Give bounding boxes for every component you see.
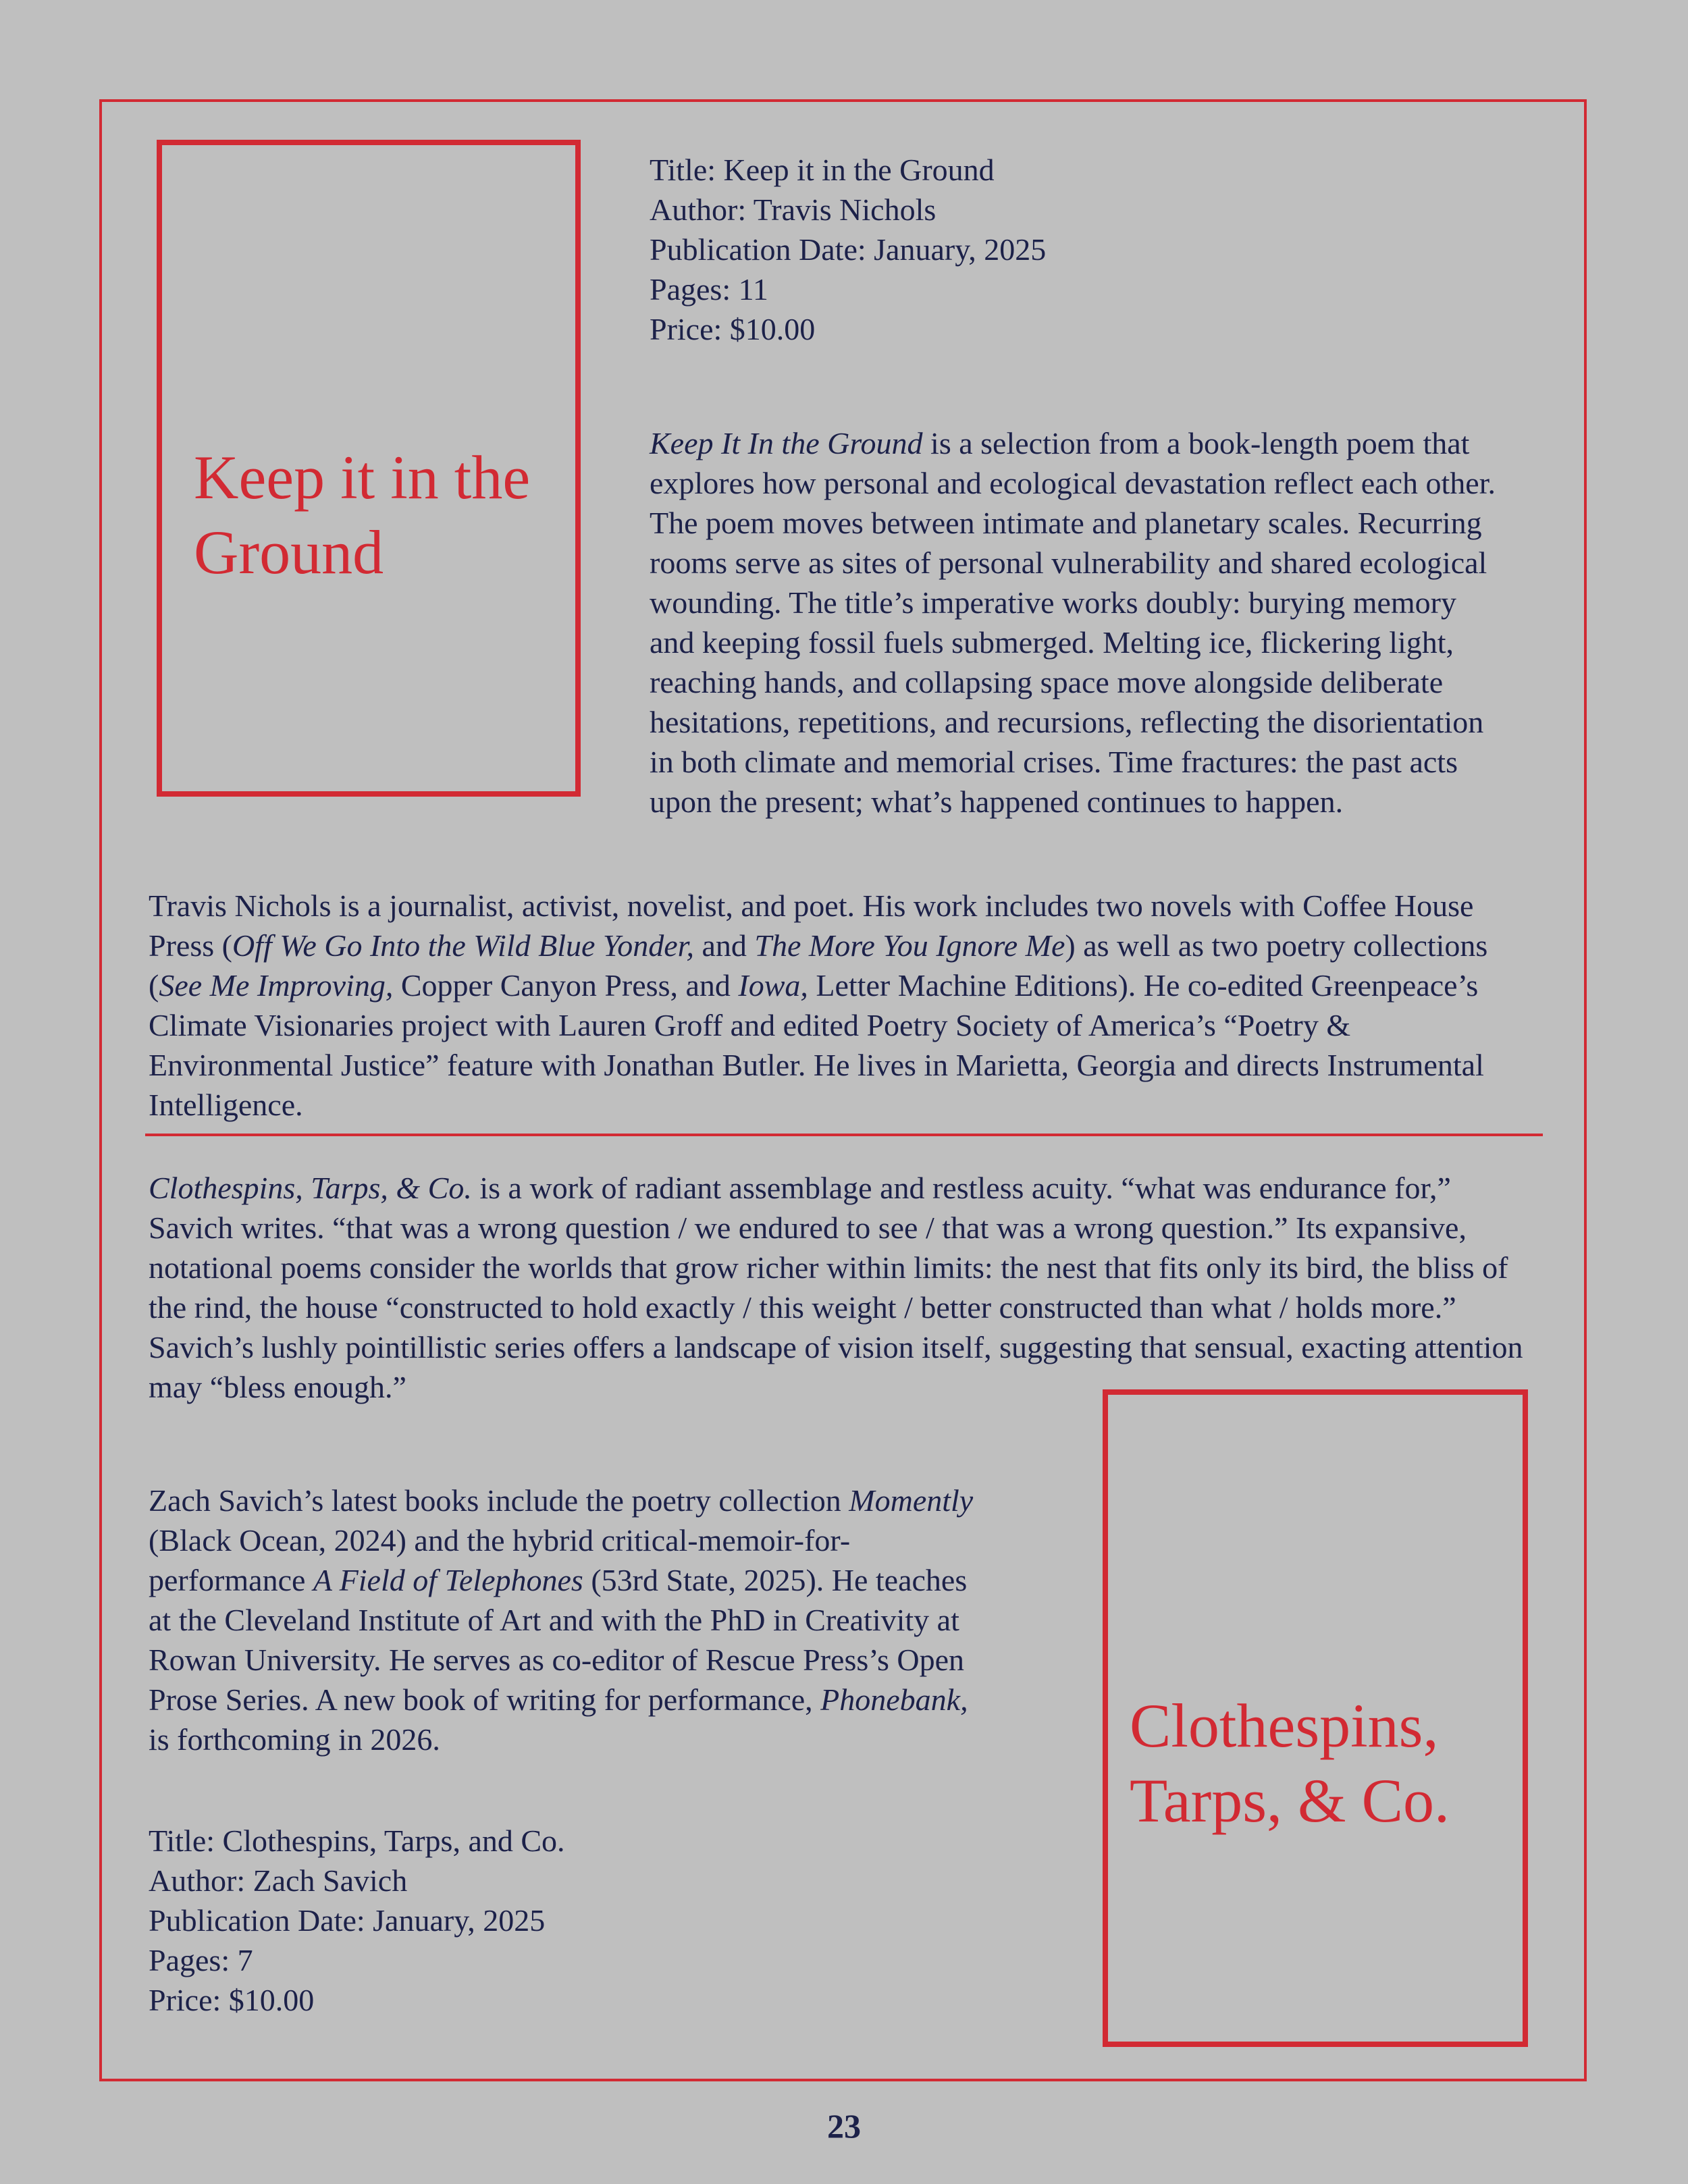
section-divider (145, 1134, 1543, 1136)
bio-book-title: Off We Go Into the Wild Blue Yonder, (232, 928, 694, 963)
page-number: 23 (827, 2107, 861, 2145)
book1-description (650, 423, 1507, 822)
cover-title-line: Ground (194, 518, 384, 587)
book-cover-clothespins-tarps-co (1103, 1389, 1528, 2047)
book-author: Author: Zach Savich (149, 1863, 408, 1898)
bio-book-title: Phonebank, (820, 1682, 968, 1717)
bio-book-title: The More You Ignore Me (754, 928, 1065, 963)
bio-book-title: See Me Improving, (159, 968, 394, 1003)
publication-date: Publication Date: January, 2025 (650, 232, 1047, 267)
description-body: is a work of radiant assemblage and restless acuity. “what was endurance for,” Savich writes. “that was a wrong question / we endured to see / that was a wrong question.” Its expansive, notational poems consider the worlds that grow richer within limits: the nest that fits only its bird, the bliss of the rind, the house “constructed to hold exactly / this weight / better constructed than what / holds more.” Savich’s lushly pointillistic series offers a landscape of vision itself, suggesting that sensual, exacting attention may “bless enough.” (149, 1171, 1523, 1404)
book1-metadata (650, 150, 1046, 349)
bio-book-title: Momently (849, 1483, 974, 1518)
description-body: is a selection from a book-length poem that explores how personal and ecological devastation reflect each other. The poem moves between intimate and planetary scales. Recurring rooms serve as sites of personal vulnerability and shared ecological wounding. The title’s imperative works doubly: burying memory and keeping fossil fuels submerged. Melting ice, flickering light, reaching hands, and collapsing space move alongside deliberate hesitations, repetitions, and recursions, reflecting the disorientation in both climate and memorial crises. Time fractures: the past acts upon the present; what’s happened continues to happen. (650, 426, 1496, 819)
bio-text: and (693, 928, 755, 963)
book1-author-bio (149, 886, 1533, 1125)
cover-title-line: Tarps, & Co. (1130, 1766, 1450, 1835)
book2-metadata (149, 1821, 565, 2020)
book-author: Author: Travis Nichols (650, 192, 937, 227)
page-count: Pages: 11 (650, 272, 768, 307)
bio-book-title: Iowa, (738, 968, 808, 1003)
bio-text: Zach Savich’s latest books include the poetry collection (149, 1483, 849, 1518)
book-cover-keep-it-in-the-ground (157, 140, 581, 797)
description-title: Clothespins, Tarps, & Co. (149, 1171, 472, 1205)
bio-text: is forthcoming in 2026. (149, 1722, 440, 1757)
bio-text: ) as well as two poetry collections ( (149, 928, 1488, 1003)
cover-title-line: Keep it in the (194, 443, 531, 512)
book-price: Price: $10.00 (149, 1983, 315, 2017)
cover-title (1130, 1688, 1514, 1838)
bio-text: Travis Nichols is a journalist, activist, novelist, and poet. His work includes two novels with Coffee House Press ( (149, 888, 1474, 963)
book-title: Title: Keep it in the Ground (650, 153, 995, 187)
page-count: Pages: 7 (149, 1943, 253, 1977)
bio-text: (53rd State, 2025). He teaches at the Cleveland Institute of Art and with the PhD in Creativity at Rowan University. He serves as co-editor of Rescue Press’s Open Prose Series. A new book of writing for performance, (149, 1563, 968, 1717)
publication-date: Publication Date: January, 2025 (149, 1903, 546, 1938)
book2-author-bio (149, 1481, 993, 1759)
bio-book-title: A Field of Telephones (313, 1563, 583, 1597)
cover-title (194, 440, 558, 590)
book-title: Title: Clothespins, Tarps, and Co. (149, 1823, 565, 1858)
description-title: Keep It In the Ground (650, 426, 923, 460)
bio-text: Copper Canyon Press, and (393, 968, 739, 1003)
book2-description (149, 1168, 1533, 1407)
bio-text: Letter Machine Editions). He co-edited Greenpeace’s Climate Visionaries project with Lauren Groff and edited Poetry Society of America’s “Poetry & Environmental Justice” feature with Jonathan Butler. He lives in Marietta, Georgia and directs Instrumental Intelligence. (149, 968, 1484, 1122)
book-price: Price: $10.00 (650, 312, 816, 346)
bio-text: (Black Ocean, 2024) and the hybrid critical-memoir-for-performance (149, 1523, 851, 1597)
cover-title-line: Clothespins, (1130, 1691, 1439, 1760)
